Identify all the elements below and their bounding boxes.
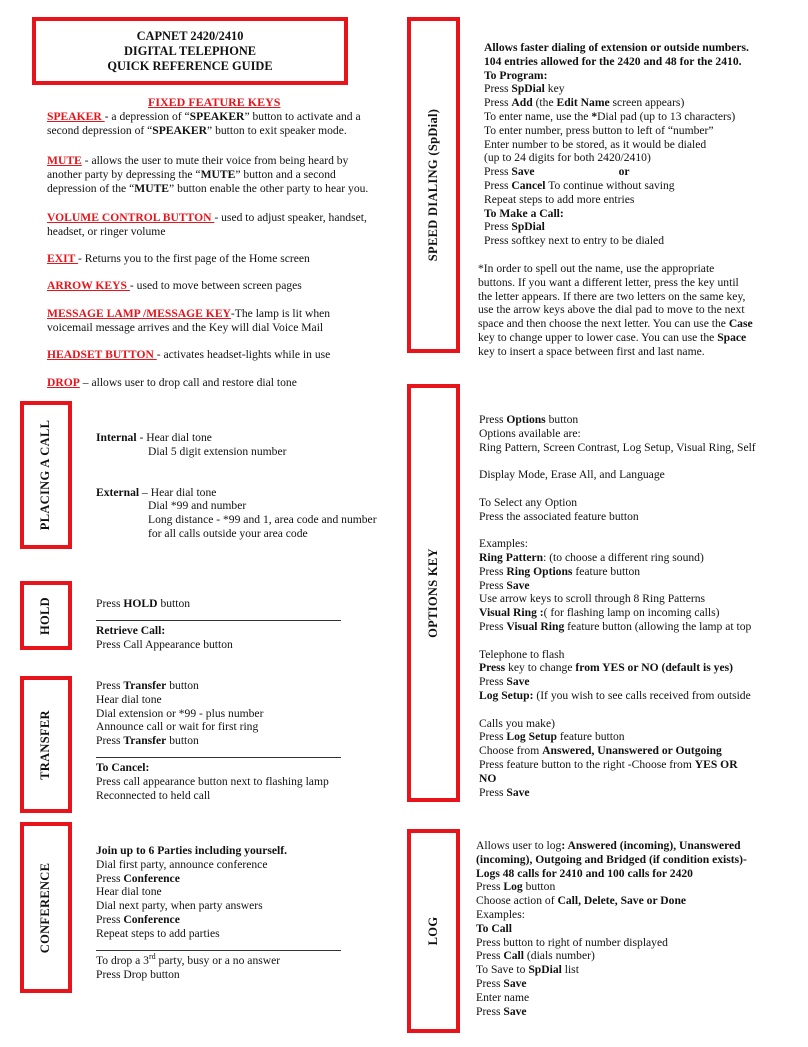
speaker-text: ” button to exit speaker mode. (207, 123, 347, 137)
log-bold: SpDial (528, 963, 562, 977)
speed-bold: or (618, 165, 630, 179)
options-bold: Save (506, 578, 530, 592)
speaker-description (47, 110, 377, 138)
speed-bold: Add (511, 96, 533, 110)
options-text: key to change (505, 661, 576, 675)
transfer-text: button (166, 679, 199, 692)
options-bold: Press (479, 661, 506, 675)
options-text: : (to choose a different ring sound) (543, 550, 704, 564)
transfer-cancel-content (96, 761, 426, 802)
placing-call-label: PLACING A CALL (38, 419, 53, 531)
arrow-text: - used to move between screen pages (129, 279, 302, 292)
options-text: Display Mode, Erase All, and Language (479, 468, 665, 482)
options-content (479, 413, 799, 799)
conference-sup: rd (148, 952, 156, 962)
drop-description (47, 376, 377, 390)
message-text: voicemail message arrives and the Key will dial Voice Mail (47, 320, 324, 334)
transfer-content (96, 679, 426, 748)
options-text: Ring Pattern, Screen Contrast, Log Setup, Visual Ring, Self (479, 440, 756, 454)
conference-text: party, busy or a no answer (155, 954, 281, 967)
options-key-label: OPTIONS KEY (425, 548, 440, 638)
log-text: Press (476, 976, 504, 990)
speed-text: Press softkey next to entry to be dialed (484, 234, 664, 248)
transfer-bold: Transfer (123, 734, 167, 748)
speed-bold: Save (511, 165, 535, 179)
log-bold: : Answered (incoming), Unanswered (561, 839, 741, 852)
options-text: Press feature button to the right -Choose from (479, 757, 695, 771)
transfer-text: Announce call or wait for first ring (96, 720, 259, 734)
volume-label: VOLUME CONTROL BUTTON (47, 211, 215, 224)
message-text: -The lamp is lit when (230, 307, 331, 320)
exit-label: EXIT (47, 252, 79, 265)
speed-text: Press (484, 96, 512, 110)
log-box (407, 829, 460, 1033)
speed-text: Press (484, 220, 512, 234)
drop-text: – allows user to drop call and restore dial tone (79, 376, 297, 389)
speed-dial-content (484, 41, 784, 248)
conference-bold: Conference (123, 871, 180, 885)
speed-text: (the (532, 96, 557, 110)
options-text: Press (479, 619, 507, 633)
log-label: LOG (425, 916, 440, 946)
options-text: Press (479, 785, 507, 799)
speed-text: Allows faster dialing of extension or outside numbers. (484, 41, 749, 54)
hold-bold: HOLD (123, 597, 158, 610)
speed-text: (up to 24 digits for both 2420/2410) (484, 151, 651, 165)
conference-divider (96, 950, 341, 951)
log-text: button (522, 880, 556, 894)
options-text: Choose from (479, 744, 543, 758)
options-text: Telephone to flash (479, 647, 565, 661)
fixed-keys-heading: FIXED FEATURE KEYS (148, 95, 281, 109)
options-bold: Log Setup (506, 730, 557, 744)
transfer-cancel-heading: To Cancel: (96, 761, 150, 774)
headset-text: - activates headset-lights while in use (156, 348, 331, 361)
options-text: (If you wish to see calls received from outside (533, 688, 751, 702)
headset-description (47, 348, 377, 362)
speed-bold: Edit Name (556, 96, 610, 110)
options-bold: Save (506, 675, 530, 689)
hold-divider (96, 620, 341, 621)
speed-text: To continue without saving (545, 178, 675, 192)
speed-dial-note (478, 262, 788, 359)
speed-dial-box (407, 17, 460, 353)
log-text: Enter name (476, 990, 530, 1004)
retrieve-heading: Retrieve Call: (96, 624, 166, 637)
conference-text: Press Drop button (96, 967, 180, 981)
speed-text: Press (484, 82, 512, 96)
speed-note-text: key to insert a space between first and last name. (478, 344, 705, 358)
title-line-2: DIGITAL TELEPHONE (123, 43, 257, 58)
log-bold: Log (503, 880, 523, 894)
speed-note-text: the letter appears. If there are two letters on the same key, (478, 289, 746, 303)
speed-dial-label: SPEED DIALING (SpDial) (425, 108, 440, 262)
placing-call-box (20, 401, 72, 549)
options-text: Use arrow keys to scroll through 8 Ring Patterns (479, 592, 706, 606)
options-bold: YES OR (694, 757, 738, 771)
external-text: for all calls outside your area code (148, 526, 308, 540)
speed-bold: SpDial (511, 82, 545, 96)
hold-label: HOLD (38, 596, 53, 635)
log-heading: To Call (476, 921, 512, 935)
external-text: Long distance - *99 and 1, area code and number (148, 513, 377, 527)
hold-content (96, 597, 426, 611)
hold-text: button (157, 597, 191, 610)
mute-text: - allows the user to mute their voice from being heard by (81, 154, 349, 167)
speed-bold: Cancel (511, 178, 546, 192)
log-bold: Call, Delete, Save or Done (557, 894, 687, 908)
conference-text: To drop a 3 (96, 954, 149, 967)
transfer-bold: Transfer (123, 679, 167, 692)
options-text: feature button (572, 564, 641, 578)
speed-text: To enter name, use the (484, 109, 592, 123)
hold-box (20, 581, 72, 650)
speed-note-text: *In order to spell out the name, use the appropriate (478, 262, 715, 275)
conference-text: Hear dial tone (96, 885, 162, 899)
speed-text: Press (484, 165, 512, 179)
log-bold: Logs 48 calls for 2410 and 100 calls for 2420 (476, 866, 693, 880)
log-text: list (561, 963, 579, 977)
conference-content (96, 844, 426, 941)
exit-text: - Returns you to the first page of the Home screen (78, 252, 310, 265)
placing-call-content (96, 431, 426, 541)
speed-bold: SpDial (511, 220, 545, 234)
options-text: Calls you make) (479, 716, 555, 730)
options-key-box (407, 384, 460, 802)
conference-text: Press (96, 912, 124, 926)
transfer-divider (96, 757, 341, 758)
transfer-box (20, 676, 72, 813)
arrow-label: ARROW KEYS (47, 279, 130, 292)
log-text: To Save to (476, 963, 529, 977)
options-bold: Visual Ring (506, 619, 565, 633)
conference-label: CONFERENCE (38, 862, 53, 953)
speaker-text: ” button to activate and a (244, 110, 361, 123)
internal-text: Dial 5 digit extension number (148, 444, 287, 458)
conference-text: Repeat steps to add parties (96, 926, 220, 940)
transfer-text: Press (96, 734, 124, 748)
headset-label: HEADSET BUTTON (47, 348, 157, 361)
options-text: Press (479, 564, 507, 578)
speed-text: key (544, 82, 565, 96)
options-text: feature button (allowing the lamp at top (564, 619, 752, 633)
speaker-bold: SPEAKER (152, 123, 208, 137)
log-text: Allows user to log (476, 839, 562, 852)
speed-note-text: buttons. If you want a different letter, press the key until (478, 275, 739, 289)
conference-text: Dial next party, when party answers (96, 899, 263, 913)
options-text: To Select any Option (479, 495, 578, 509)
options-bold: Visual Ring : (479, 606, 544, 620)
speed-note-text: key to change upper to lower case. You can use the (478, 330, 718, 344)
conference-drop-content (96, 954, 426, 982)
options-text: ( for flashing lamp on incoming calls) (543, 606, 720, 620)
options-text: Press the associated feature button (479, 509, 639, 523)
transfer-text: Dial extension or *99 - plus number (96, 706, 264, 720)
options-bold: Ring Pattern (479, 550, 544, 564)
options-text: Press (479, 730, 507, 744)
log-text: Press (476, 880, 504, 894)
log-text: Press button to right of number displayed (476, 935, 668, 949)
transfer-text: Reconnected to held call (96, 788, 211, 802)
conference-text: Dial first party, announce conference (96, 857, 268, 871)
mute-bold: MUTE (134, 181, 170, 195)
transfer-text: button (166, 734, 199, 748)
message-label: MESSAGE LAMP /MESSAGE KEY (47, 307, 231, 320)
retrieve-text: Press Call Appearance button (96, 637, 233, 651)
options-bold: Log Setup: (479, 688, 534, 702)
retrieve-content (96, 624, 426, 652)
conference-box (20, 822, 72, 993)
speed-text: Enter number to be stored, as it would be dialed (484, 137, 707, 151)
speed-text: screen appears) (609, 96, 685, 110)
message-description (47, 307, 377, 335)
log-bold: Save (503, 1004, 527, 1018)
external-text: Dial *99 and number (148, 499, 247, 513)
mute-label: MUTE (47, 154, 82, 167)
volume-text: headset, or ringer volume (47, 224, 166, 238)
title-line-3: QUICK REFERENCE GUIDE (107, 58, 273, 73)
arrow-description (47, 279, 377, 293)
options-bold: from YES or NO (default is yes) (575, 661, 733, 675)
mute-text: another party by depressing the “ (47, 167, 201, 181)
speaker-text: second depression of “ (47, 123, 153, 137)
title-box (32, 17, 348, 85)
log-text: Press (476, 949, 504, 963)
conference-text: Press (96, 871, 124, 885)
speed-heading: To Make a Call: (484, 206, 564, 220)
options-text: feature button (556, 730, 625, 744)
mute-text: depression of the “ (47, 181, 135, 195)
speed-bold: * (591, 109, 598, 123)
speed-note-bold: Case (728, 317, 753, 331)
transfer-text: Press call appearance button next to flashing lamp (96, 774, 329, 788)
log-bold: (incoming), Outgoing and Bridged (if condition exists)- (476, 852, 747, 866)
internal-text: - Hear dial tone (136, 431, 212, 444)
speed-note-text: space and then choose the next letter. You can use the (478, 317, 729, 331)
external-text: – Hear dial tone (139, 485, 217, 499)
options-text: Press (479, 578, 507, 592)
log-text: Press (476, 1004, 504, 1018)
external-label: External (96, 485, 140, 499)
drop-label: DROP (47, 376, 80, 389)
transfer-text: Press (96, 679, 124, 692)
options-text: Press (479, 675, 507, 689)
conference-heading: Join up to 6 Parties including yourself. (96, 844, 287, 857)
speed-text: 104 entries allowed for the 2420 and 48 for the 2410. (484, 54, 742, 68)
log-content (476, 839, 796, 1018)
log-bold: Save (503, 976, 527, 990)
mute-bold: MUTE (200, 167, 236, 181)
transfer-text: Hear dial tone (96, 692, 162, 706)
options-text: Examples: (479, 537, 528, 551)
log-text: (dials number) (524, 949, 595, 963)
speaker-label: SPEAKER (47, 110, 105, 123)
log-bold: Call (503, 949, 525, 963)
log-text: Choose action of (476, 894, 558, 908)
log-text: Examples: (476, 907, 525, 921)
options-text: Options available are: (479, 426, 581, 440)
speed-text: Press (484, 178, 512, 192)
hold-text: Press (96, 597, 124, 610)
options-bold: Answered, Unanswered or Outgoing (542, 744, 722, 758)
mute-description (47, 154, 377, 195)
speed-text: To enter number, press button to left of “number” (484, 123, 714, 137)
options-bold: Save (506, 785, 530, 799)
options-bold: Ring Options (506, 564, 573, 578)
exit-description (47, 252, 377, 266)
options-text: Press (479, 413, 507, 426)
speaker-text: - a depression of “ (104, 110, 190, 123)
speaker-bold: SPEAKER (189, 110, 245, 123)
conference-bold: Conference (123, 912, 180, 926)
speed-note-text: use the arrow keys above the dial pad to move to the next (478, 303, 745, 317)
transfer-label: TRANSFER (38, 709, 53, 780)
speed-text: Repeat steps to add more entries (484, 192, 635, 206)
volume-description (47, 211, 377, 239)
speed-heading: To Program: (484, 68, 548, 82)
volume-text: - used to adjust speaker, handset, (214, 211, 367, 224)
options-text: button (545, 413, 579, 426)
internal-label: Internal (96, 431, 137, 444)
options-bold: NO (479, 771, 497, 785)
options-bold: Options (506, 413, 546, 426)
mute-text: ” button and a second (235, 167, 336, 181)
speed-note-bold: Space (717, 330, 747, 344)
speed-text: Dial pad (up to 13 characters) (597, 109, 736, 123)
mute-text: ” button enable the other party to hear you. (169, 181, 369, 195)
title-line-1: CAPNET 2420/2410 (136, 28, 244, 43)
